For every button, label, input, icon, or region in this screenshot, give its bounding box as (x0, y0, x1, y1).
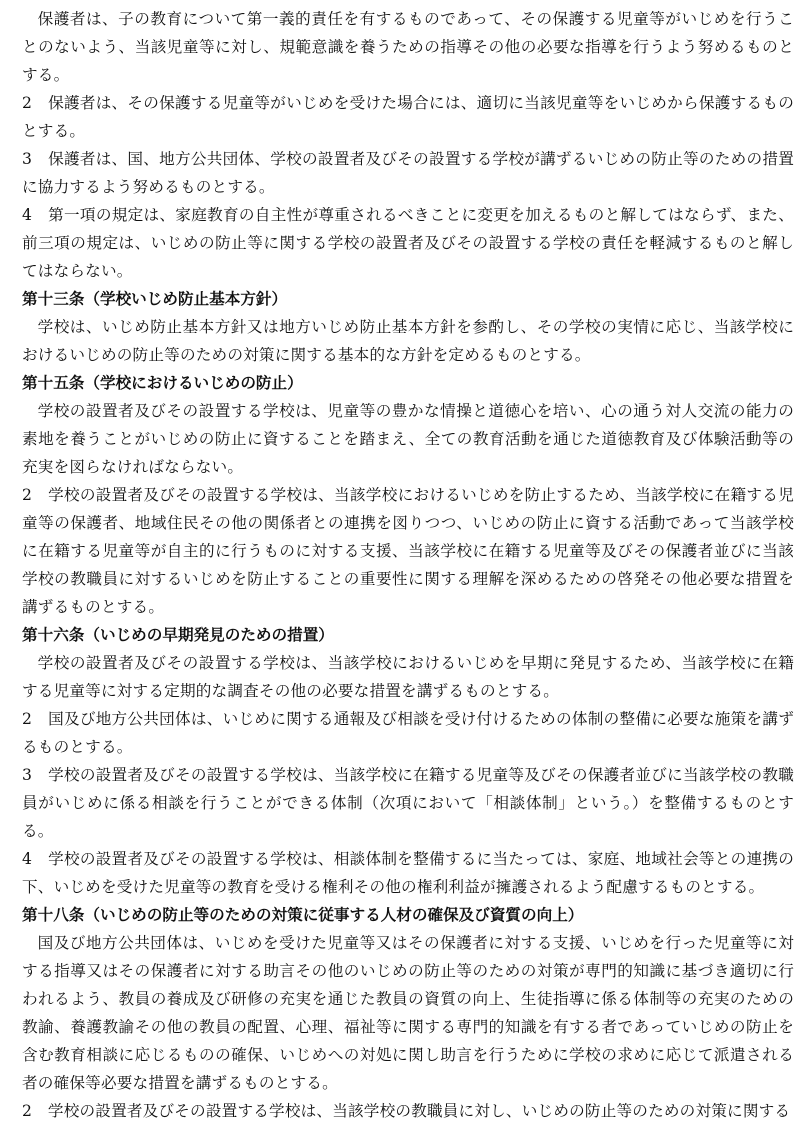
article-15-heading: 第十五条（学校におけるいじめの防止） (22, 374, 303, 392)
article-16-heading: 第十六条（いじめの早期発見のための措置） (22, 626, 334, 644)
paragraph: 学校の設置者及びその設置する学校は、児童等の豊かな情操と道徳心を培い、心の通う対人交流の能力の素地を養うことがいじめの防止に資することを踏まえ、全ての教育活動を通じた道徳教育及び体験活動等の充実を図らなければならない。 (22, 402, 794, 476)
paragraph: 学校は、いじめ防止基本方針又は地方いじめ防止基本方針を参酌し、その学校の実情に応じ、当該学校におけるいじめの防止等のための対策に関する基本的な方針を定めるものとする。 (22, 318, 794, 364)
paragraph: 2 保護者は、その保護する児童等がいじめを受けた場合には、適切に当該児童等をいじめから保護するものとする。 (22, 94, 794, 140)
paragraph: 学校の設置者及びその設置する学校は、当該学校におけるいじめを早期に発見するため、当該学校に在籍する児童等に対する定期的な調査その他の必要な措置を講ずるものとする。 (22, 654, 794, 700)
document-body (22, 5, 794, 1125)
paragraph: 2 学校の設置者及びその設置する学校は、当該学校の教職員に対し、いじめの防止等のための対策に関する (22, 1102, 791, 1120)
paragraph: 4 第一項の規定は、家庭教育の自主性が尊重されるべきことに変更を加えるものと解してはならず、また、前三項の規定は、いじめの防止等に関する学校の設置者及びその設置する学校の責任を軽減するものと解してはならない。 (22, 206, 794, 280)
paragraph: 国及び地方公共団体は、いじめを受けた児童等又はその保護者に対する支援、いじめを行った児童等に対する指導又はその保護者に対する助言その他のいじめの防止等のための対策が専門的知識に基づき適切に行われるよう、教員の養成及び研修の充実を通じた教員の資質の向上、生徒指導に係る体制等の充実のための教諭、養護教諭その他の教員の配置、心理、福祉等に関する専門的知識を有する者であっていじめの防止を含む教育相談に応じるものの確保、いじめへの対処に関し助言を行うために学校の求めに応じて派遣される者の確保等必要な措置を講ずるものとする。 (22, 934, 794, 1092)
paragraph: 3 学校の設置者及びその設置する学校は、当該学校に在籍する児童等及びその保護者並びに当該学校の教職員がいじめに係る相談を行うことができる体制（次項において「相談体制」という。）を整備するものとする。 (22, 766, 794, 840)
paragraph: 保護者は、子の教育について第一義的責任を有するものであって、その保護する児童等がいじめを行うことのないよう、当該児童等に対し、規範意識を養うための指導その他の必要な指導を行うよう努めるものとする。 (22, 10, 794, 84)
article-13-heading: 第十三条（学校いじめ防止基本方針） (22, 290, 288, 308)
paragraph: 3 保護者は、国、地方公共団体、学校の設置者及びその設置する学校が講ずるいじめの防止等のための措置に協力するよう努めるものとする。 (22, 150, 794, 196)
paragraph: 4 学校の設置者及びその設置する学校は、相談体制を整備するに当たっては、家庭、地域社会等との連携の下、いじめを受けた児童等の教育を受ける権利その他の権利利益が擁護されるよう配慮するものとする。 (22, 850, 794, 896)
paragraph: 2 国及び地方公共団体は、いじめに関する通報及び相談を受け付けるための体制の整備に必要な施策を講ずるものとする。 (22, 710, 794, 756)
article-18-heading: 第十八条（いじめの防止等のための対策に従事する人材の確保及び資質の向上） (22, 906, 584, 924)
paragraph: 2 学校の設置者及びその設置する学校は、当該学校におけるいじめを防止するため、当該学校に在籍する児童等の保護者、地域住民その他の関係者との連携を図りつつ、いじめの防止に資する活動であって当該学校に在籍する児童等が自主的に行うものに対する支援、当該学校に在籍する児童等及びその保護者並びに当該学校の教職員に対するいじめを防止することの重要性に関する理解を深めるための啓発その他必要な措置を講ずるものとする。 (22, 486, 794, 616)
